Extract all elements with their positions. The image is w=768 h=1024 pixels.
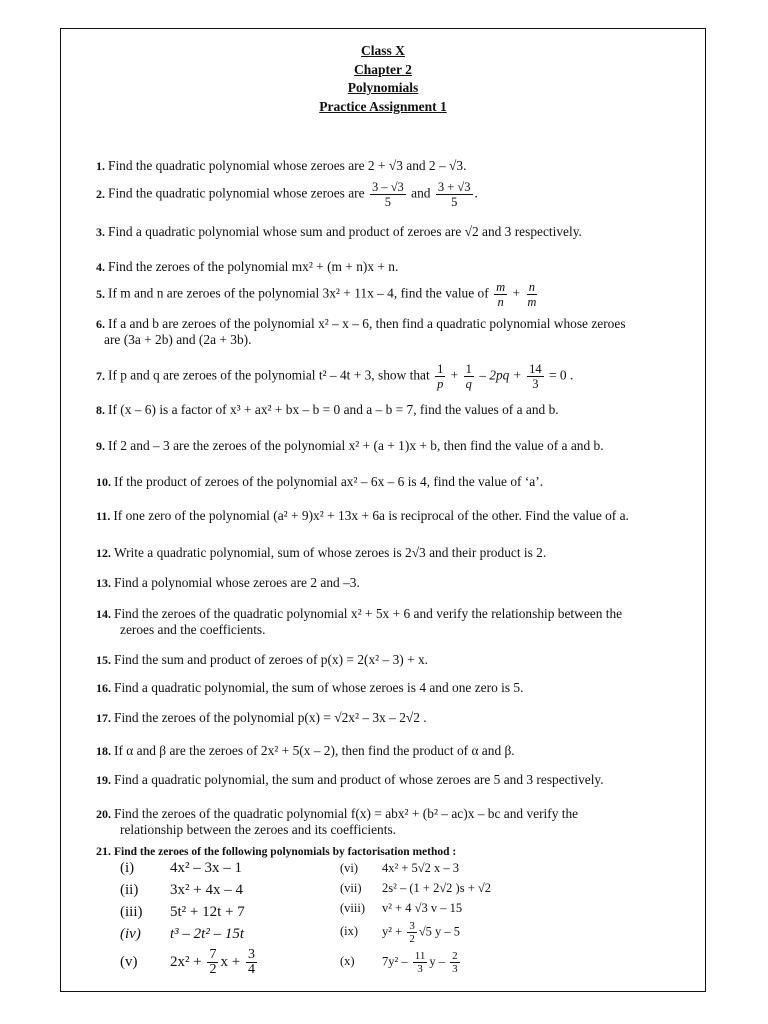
header	[60, 42, 706, 116]
factor-item-iv: (iv) t³ – 2t² – 15t	[120, 926, 244, 942]
question-19: 19. Find a quadratic polynomial, the sum and product of whose zeroes are 5 and 3 respectively.	[96, 772, 604, 787]
question-1: 1. Find the quadratic polynomial whose zeroes are 2 + √3 and 2 – √3.	[96, 158, 467, 173]
question-13: 13. Find a polynomial whose zeroes are 2 and –3.	[96, 575, 360, 590]
factor-item-ix: (ix) y² + $\frac{3}{2}$ √5 y – 5	[340, 920, 461, 945]
question-14: 14. Find the zeroes of the quadratic polynomial x² + 5x + 6 and verify the relationship between the zeroes and the coefficients.	[96, 606, 623, 637]
fraction: $\frac{2}{3}$	[452, 950, 458, 975]
question-2: 2. Find the quadratic polynomial whose zeroes are $\frac{3 - √3}{5}$ and $\frac{3 + √3}{5}$ .	[96, 180, 478, 209]
question-6: 6. If a and b are zeroes of the polynomial x² – x – 6, then find a quadratic polynomial whose zeroes are (3a + 2b) and (2a + 3b).	[96, 316, 626, 347]
question-12: 12. Write a quadratic polynomial, sum of whose zeroes is 2√3 and their product is 2.	[96, 545, 547, 560]
fraction: $\frac{m}{n}$	[496, 280, 506, 309]
assignment-title: Practice Assignment 1	[319, 98, 447, 114]
question-3: 3. Find a quadratic polynomial whose sum and product of zeroes are √2 and 3 respectively.	[96, 224, 582, 239]
question-21: 21. Find the zeroes of the following polynomials by factorisation method :	[96, 844, 457, 858]
topic-title: Polynomials	[347, 80, 419, 95]
question-20: 20. Find the zeroes of the quadratic polynomial f(x) = abx² + (b² – ac)x – bc and verify the relationship between the zeroes and its coefficients.	[96, 806, 579, 837]
fraction: $\frac{11}{3}$	[414, 950, 426, 975]
fraction: $\frac{3}{2}$	[409, 920, 415, 945]
fraction: $\frac{1}{q}$	[465, 362, 472, 391]
question-5: 5. If m and n are zeroes of the polynomial 3x² + 11x – 4, find the value of $\frac{m}{n}$ + $\frac{n}{m}$	[96, 280, 537, 309]
fraction: $\frac{3 + √3}{5}$	[437, 180, 471, 209]
fraction: $\frac{3 - √3}{5}$	[371, 180, 404, 209]
fraction: $\frac{1}{p}$	[437, 362, 444, 391]
question-8: 8. If (x – 6) is a factor of x³ + ax² + bx – b = 0 and a – b = 7, find the values of a and b.	[96, 402, 559, 417]
class-title: Class X	[361, 43, 405, 58]
question-17: 17. Find the zeroes of the polynomial p(x) = √2x² – 3x – 2√2 .	[96, 710, 427, 725]
fraction: $\frac{n}{m}$	[527, 280, 537, 309]
question-16: 16. Find a quadratic polynomial, the sum of whose zeroes is 4 and one zero is 5.	[96, 680, 524, 695]
factor-item-vii: (vii) 2s² – (1 + 2√2 )s + √2	[340, 881, 491, 895]
factor-item-iii: (iii) 5t² + 12t + 7	[120, 904, 245, 920]
fraction: $\frac{3}{4}$	[247, 947, 255, 977]
fraction: $\frac{7}{2}$	[209, 947, 217, 977]
factor-item-i: (i) 4x² – 3x – 1	[120, 860, 242, 876]
question-11: 11. If one zero of the polynomial (a² + 9)x² + 13x + 6a is reciprocal of the other. Find the value of a.	[96, 508, 629, 523]
question-7: 7. If p and q are zeroes of the polynomial t² – 4t + 3, show that $\frac{1}{p}$ + $\frac{1}{q}$ – 2pq + $\frac{14}{3}$ = 0 .	[96, 362, 574, 391]
factor-item-x: (x) 7y² – $\frac{11}{3}$ y – $\frac{2}{3}$	[340, 950, 458, 975]
chapter-title: Chapter 2	[354, 61, 412, 77]
question-18: 18. If α and β are the zeroes of 2x² + 5(x – 2), then find the product of α and β.	[96, 743, 515, 758]
question-10: 10. If the product of zeroes of the polynomial ax² – 6x – 6 is 4, find the value of ‘a’.	[96, 474, 544, 489]
factor-item-viii: (viii) v² + 4 √3 v – 15	[340, 901, 463, 915]
factor-item-ii: (ii) 3x² + 4x – 4	[120, 882, 243, 898]
fraction: $\frac{14}{3}$	[529, 362, 542, 391]
question-4: 4. Find the zeroes of the polynomial mx² + (m + n)x + n.	[96, 259, 399, 274]
factor-item-v: (v) 2x² + $\frac{7}{2}$ x + $\frac{3}{4}$	[120, 947, 255, 977]
factor-item-vi: (vi) 4x² + 5√2 x – 3	[340, 861, 460, 875]
question-9: 9. If 2 and – 3 are the zeroes of the polynomial x² + (a + 1)x + b, then find the value of a and b.	[96, 438, 604, 453]
question-15: 15. Find the sum and product of zeroes of p(x) = 2(x² – 3) + x.	[96, 652, 429, 667]
